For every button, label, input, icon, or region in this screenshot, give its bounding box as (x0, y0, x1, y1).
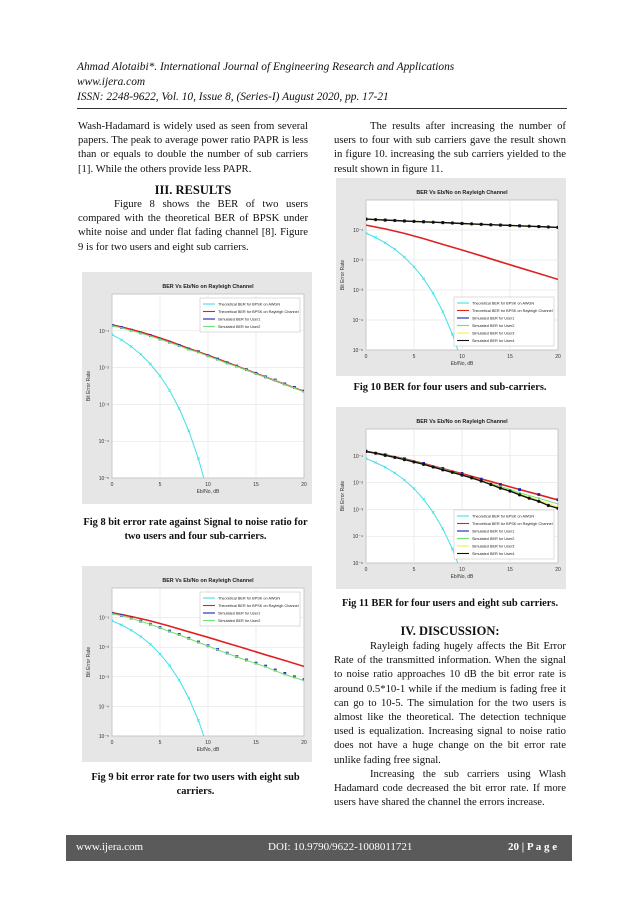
y-tick-label: 10⁻¹ (353, 453, 363, 460)
data-point-user4 (403, 458, 406, 461)
data-point-user2 (274, 670, 276, 672)
legend-entry: Simulated BER for User1 (218, 317, 261, 322)
y-tick-label: 10⁻⁵ (98, 476, 109, 482)
data-point-user2 (169, 341, 171, 343)
data-point-user1 (537, 493, 540, 496)
y-axis-label: Bit Error Rate (340, 480, 346, 512)
chart-title: BER Vs Eb/No on Rayleigh Channel (416, 190, 508, 196)
results-heading: III. RESULTS (154, 183, 232, 197)
x-tick-label: 10 (459, 567, 465, 573)
running-header (77, 60, 577, 105)
data-point-user2 (149, 623, 151, 625)
legend-entry: Simulated BER for User3 (472, 544, 515, 549)
x-tick-label: 20 (301, 740, 307, 746)
data-point-user2 (159, 627, 161, 629)
x-tick-label: 0 (110, 482, 114, 488)
data-point-user2 (284, 673, 286, 675)
data-point-user2 (226, 652, 228, 654)
data-point-user4 (422, 220, 425, 223)
data-point-user4 (432, 221, 435, 224)
legend-entry: Theoretical BER for BPSK on Rayleigh Channel (218, 604, 299, 609)
data-point-user2 (159, 338, 161, 340)
right-intro-paragraph: The results after increasing the number of users to four with sub carriers gave the result shown in figure 10. increasing the sub carriers yielded to the result shown in figure 11. (334, 120, 566, 175)
figure-11-caption: Fig 11 BER for four users and eight sub carriers. (341, 598, 559, 609)
data-point-user2 (255, 373, 257, 375)
data-point-user4 (499, 487, 502, 490)
data-point-user2 (140, 620, 142, 622)
figure-10-chart (336, 178, 566, 376)
y-tick-label: 10⁻³ (99, 674, 109, 681)
y-tick-label: 10⁻² (99, 365, 109, 372)
header-site[interactable]: www.ijera.com (77, 76, 146, 88)
legend-entry: Theoretical BER for BPSK on Rayleigh Channel (472, 309, 553, 314)
data-point-user2 (207, 355, 209, 357)
legend-entry: Simulated BER for User2 (218, 325, 261, 330)
y-tick-label: 10⁻¹ (99, 615, 109, 622)
figure-11 (336, 407, 566, 589)
data-point-user4 (528, 225, 531, 228)
data-point-user2 (236, 656, 238, 658)
y-tick-label: 10⁻² (353, 258, 363, 264)
figure-9 (82, 566, 312, 762)
x-tick-label: 10 (205, 482, 211, 488)
data-point-user4 (451, 221, 454, 224)
discussion-paragraphs: Rayleigh fading hugely affects the Bit Error Rate of the transmitted information. When the signal to noise ratio approaches 10 dB the bit error rate is around 0.5*10-1 while if the medium is fading free it can go to 10-5. The simulation for the two users is almost like the theoretical. The detection technique used is equalization. Increasing signal to noise ratio does not have a huge change on the bit error rate unlike fading free signal. Increasing the sub carriers using Wlash Hadamard code decreased the bit error rate. If more users have shared the channel the errors increase. (334, 640, 566, 809)
results-paragraph: Figure 8 shows the BER of two users compared with the theoretical BER of BPSK under white noise and under flat fading channel [8]. Figure 9 is for two users and eight sub carriers. (78, 198, 308, 253)
data-point-user2 (217, 649, 219, 651)
data-point-user4 (364, 450, 367, 453)
x-axis-label: Eb/No, dB (196, 489, 220, 495)
data-point-user2 (178, 345, 180, 347)
legend-entry: Simulated BER for User1 (218, 611, 261, 616)
figure-9-caption: Fig 9 bit error rate for two users with eight sub carriers. (91, 772, 300, 797)
x-axis-label: Eb/No, dB (450, 361, 474, 367)
data-point-user4 (364, 218, 367, 221)
x-tick-label: 5 (158, 740, 162, 746)
x-tick-label: 20 (301, 482, 307, 488)
figure-10-caption: Fig 10 BER for four users and sub-carriers. (353, 382, 547, 393)
data-point-user4 (508, 224, 511, 227)
data-point-user4 (460, 222, 463, 225)
data-point-user4 (412, 460, 415, 463)
y-axis-label: Bit Error Rate (86, 370, 92, 402)
y-tick-label: 10⁻³ (353, 288, 363, 294)
legend-entry: Theoretical BER for BPSK on AWGN (472, 514, 535, 519)
data-point-user4 (547, 225, 550, 228)
y-axis-label: Bit Error Rate (340, 259, 346, 291)
data-point-user4 (480, 479, 483, 482)
data-point-user4 (547, 504, 550, 507)
data-point-user4 (556, 226, 559, 229)
legend-entry: Simulated BER for User2 (472, 324, 515, 329)
x-tick-label: 0 (364, 567, 368, 573)
legend-entry: Theoretical BER for BPSK on AWGN (472, 301, 535, 306)
data-point-user4 (432, 465, 435, 468)
data-point-user2 (226, 362, 228, 364)
data-point-user2 (197, 351, 199, 353)
data-point-user2 (538, 497, 540, 499)
data-point-user2 (293, 676, 295, 678)
data-point-user2 (284, 383, 286, 385)
data-point-user4 (518, 224, 521, 227)
y-axis-label: Bit Error Rate (86, 646, 92, 678)
chart-title: BER Vs Eb/No on Rayleigh Channel (162, 578, 254, 584)
legend-entry: Theoretical BER for BPSK on Rayleigh Channel (472, 522, 553, 527)
data-point-user4 (508, 490, 511, 493)
discussion-heading: IV. DISCUSSION: (400, 624, 500, 638)
legend-entry: Simulated BER for User1 (472, 316, 515, 321)
x-tick-label: 0 (364, 354, 368, 360)
x-tick-label: 5 (412, 354, 416, 360)
data-point-user4 (374, 452, 377, 455)
y-tick-label: 10⁻³ (353, 507, 363, 514)
y-tick-label: 10⁻¹ (353, 228, 363, 234)
data-point-user2 (188, 638, 190, 640)
data-point-user4 (412, 220, 415, 223)
data-point-user4 (403, 219, 406, 222)
data-point-user4 (384, 454, 387, 457)
data-point-user2 (245, 369, 247, 371)
data-point-user2 (293, 387, 295, 389)
y-tick-label: 10⁻⁵ (352, 348, 363, 354)
y-tick-label: 10⁻⁴ (352, 534, 363, 541)
data-point-user2 (188, 348, 190, 350)
legend-entry: Simulated BER for User3 (472, 331, 515, 336)
y-tick-label: 10⁻⁵ (98, 734, 109, 740)
data-point-user2 (121, 615, 123, 617)
y-tick-label: 10⁻² (353, 480, 363, 487)
footer-doi: DOI: 10.9790/9622-1008011721 (268, 841, 413, 853)
header-rule (77, 108, 567, 109)
x-tick-label: 5 (412, 567, 416, 573)
y-tick-label: 10⁻² (99, 645, 109, 652)
data-point-user4 (470, 222, 473, 225)
data-point-user4 (393, 456, 396, 459)
figure-8-chart (82, 272, 312, 504)
data-point-user2 (121, 327, 123, 329)
legend-entry: Simulated BER for User2 (218, 619, 261, 624)
data-point-user2 (217, 358, 219, 360)
y-tick-label: 10⁻⁴ (98, 439, 109, 446)
data-point-user4 (422, 463, 425, 466)
data-point-user2 (130, 617, 132, 619)
legend-entry: Theoretical BER for BPSK on AWGN (218, 596, 281, 601)
x-tick-label: 20 (555, 567, 561, 573)
data-point-user1 (557, 498, 560, 501)
data-point-user2 (178, 634, 180, 636)
data-point-user2 (255, 662, 257, 664)
data-point-user4 (384, 218, 387, 221)
x-axis-label: Eb/No, dB (450, 574, 474, 580)
figure-9-chart (82, 566, 312, 762)
data-point-user4 (537, 225, 540, 228)
x-tick-label: 15 (507, 567, 513, 573)
data-point-user4 (460, 474, 463, 477)
legend-entry: Simulated BER for User1 (472, 529, 515, 534)
data-point-user2 (265, 666, 267, 668)
data-point-user4 (470, 476, 473, 479)
data-point-user2 (265, 376, 267, 378)
x-tick-label: 10 (205, 740, 211, 746)
x-tick-label: 20 (555, 354, 561, 360)
y-tick-label: 10⁻⁵ (352, 561, 363, 567)
data-point-user4 (451, 471, 454, 474)
data-point-user4 (499, 223, 502, 226)
data-point-user4 (441, 468, 444, 471)
y-tick-label: 10⁻¹ (99, 328, 109, 335)
x-tick-label: 15 (253, 740, 259, 746)
x-tick-label: 10 (459, 354, 465, 360)
data-point-user4 (374, 218, 377, 221)
x-tick-label: 0 (110, 740, 114, 746)
data-point-user2 (149, 335, 151, 337)
data-point-user4 (537, 500, 540, 503)
data-point-user2 (197, 641, 199, 643)
data-point-user2 (130, 329, 132, 331)
legend-entry: Simulated BER for User2 (472, 537, 515, 542)
header-issn: ISSN: 2248-9622, Vol. 10, Issue 8, (Series-I) August 2020, pp. 17-21 (77, 91, 389, 103)
figure-8 (82, 272, 312, 504)
footer-site-link[interactable]: www.ijera.com (76, 841, 144, 853)
data-point-user2 (245, 659, 247, 661)
data-point-user4 (518, 493, 521, 496)
data-point-user2 (140, 332, 142, 334)
y-tick-label: 10⁻⁴ (98, 704, 109, 711)
data-point-user4 (393, 219, 396, 222)
y-tick-label: 10⁻⁴ (352, 318, 363, 324)
data-point-user2 (207, 645, 209, 647)
data-point-user4 (441, 221, 444, 224)
figure-8-caption: Fig 8 bit error rate against Signal to noise ratio for two users and four sub-carriers. (83, 517, 308, 542)
legend-entry: Simulated BER for User4 (472, 552, 515, 557)
x-axis-label: Eb/No, dB (196, 747, 220, 753)
data-point-user2 (111, 325, 113, 327)
data-point-user4 (528, 497, 531, 500)
data-point-user4 (480, 223, 483, 226)
data-point-user1 (518, 488, 521, 491)
figure-10 (336, 178, 566, 376)
footer-page-number: 20 | P a g e (508, 841, 558, 853)
data-point-user2 (111, 612, 113, 614)
legend-entry: Simulated BER for User4 (472, 339, 515, 344)
x-tick-label: 15 (507, 354, 513, 360)
header-journal: Ahmad Alotaibi*. International Journal of Engineering Research and Applications (77, 61, 455, 73)
left-intro-paragraph: Wash-Hadamard is widely used as seen from several papers. The peak to average power ratio PAPR is less than or equals to double the number of sub carriers [1]. While the others provide less PAPR. (78, 120, 308, 175)
chart-title: BER Vs Eb/No on Rayleigh Channel (162, 284, 254, 290)
legend-entry: Theoretical BER for BPSK on Rayleigh Channel (218, 310, 299, 315)
y-tick-label: 10⁻³ (99, 402, 109, 409)
data-point-user2 (169, 630, 171, 632)
page-footer (66, 835, 572, 861)
data-point-user2 (303, 391, 305, 393)
legend-entry: Theoretical BER for BPSK on AWGN (218, 302, 281, 307)
chart-title: BER Vs Eb/No on Rayleigh Channel (416, 419, 508, 425)
x-tick-label: 15 (253, 482, 259, 488)
data-point-user4 (556, 507, 559, 510)
data-point-user2 (303, 679, 305, 681)
data-point-user4 (489, 223, 492, 226)
data-point-user2 (274, 379, 276, 381)
data-point-user2 (557, 503, 559, 505)
data-point-user2 (236, 365, 238, 367)
figure-11-chart (336, 407, 566, 589)
x-tick-label: 5 (158, 482, 162, 488)
data-point-user4 (489, 483, 492, 486)
